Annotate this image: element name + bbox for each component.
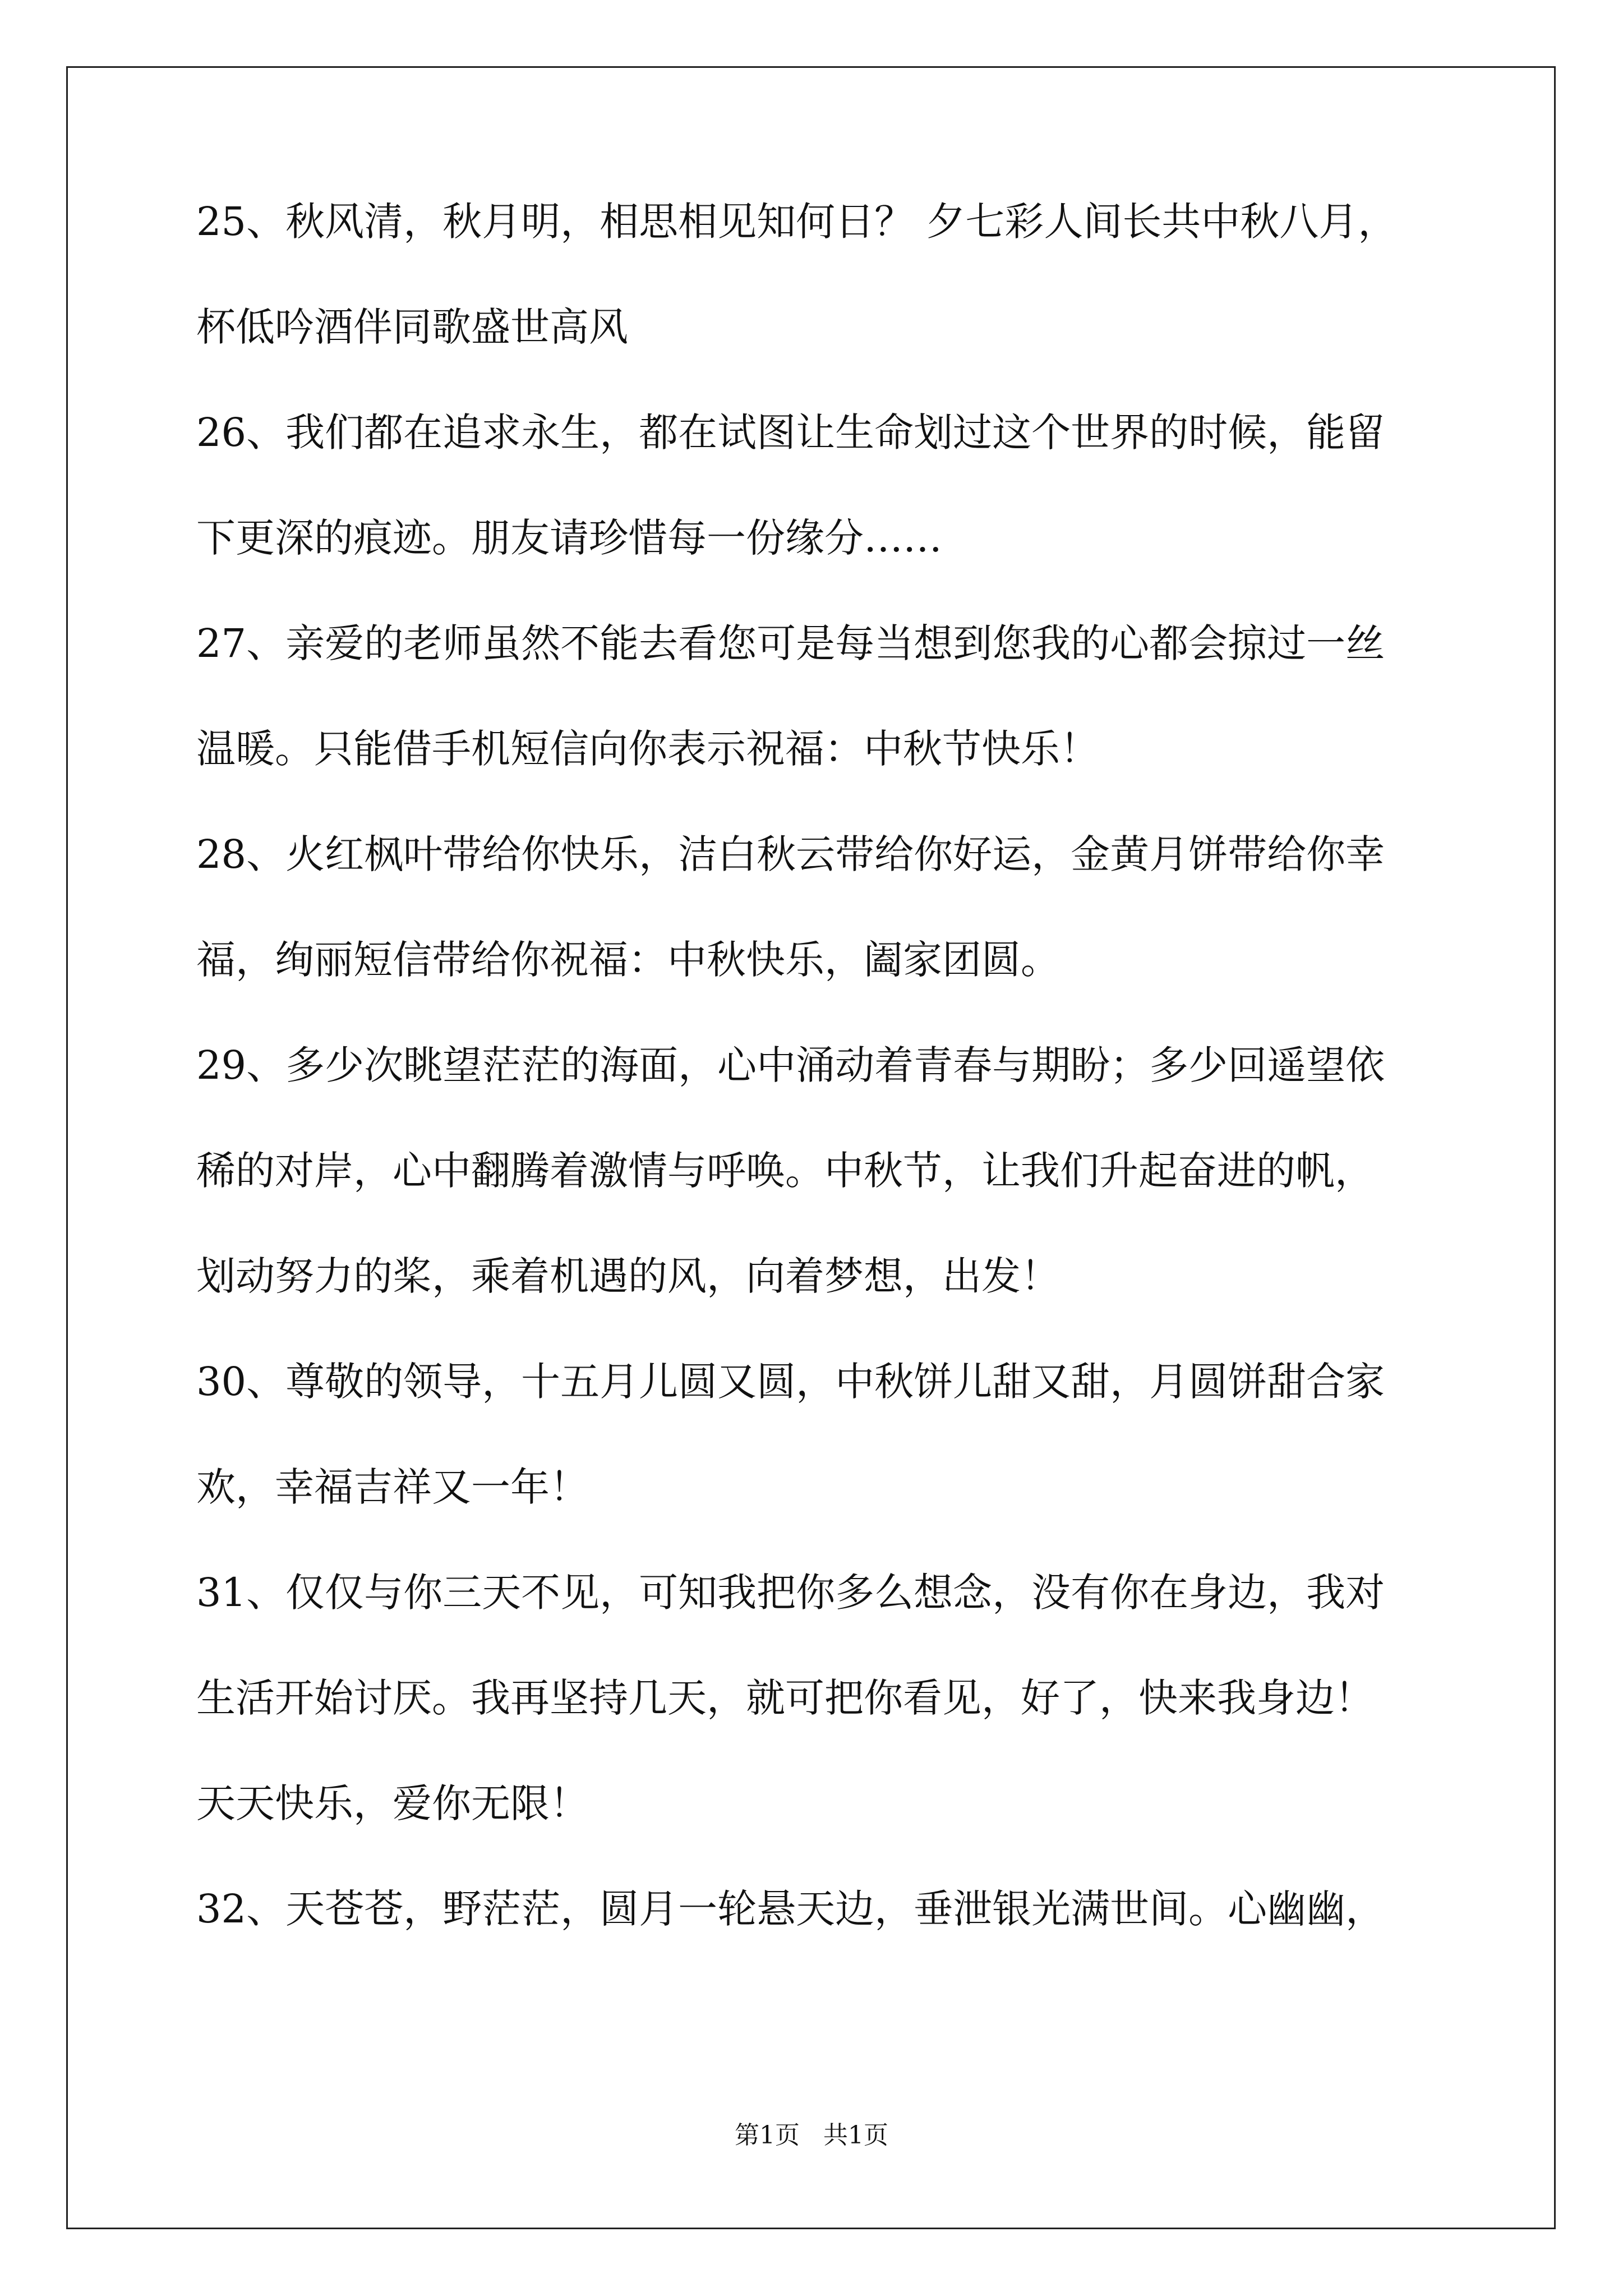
text-line: 下更深的痕迹。朋友请珍惜每一份缘分…… — [196, 515, 942, 561]
text-line: 26、我们都在追求永生，都在试图让生命划过这个世界的时候，能留 — [196, 409, 1385, 455]
text-line: 福，绚丽短信带给你祝福：中秋快乐，阖家团圆。 — [196, 937, 1060, 983]
page-footer: 第1页 共1页 — [735, 2121, 888, 2150]
text-line: 30、尊敬的领导，十五月儿圆又圆，中秋饼儿甜又甜，月圆饼甜合家 — [196, 1359, 1385, 1405]
text-line: 31、仅仅与你三天不见，可知我把你多么想念，没有你在身边，我对 — [196, 1570, 1385, 1616]
text-line: 稀的对岸，心中翻腾着激情与呼唤。中秋节，让我们升起奋进的帆， — [196, 1148, 1374, 1194]
text-line: 25、秋风清，秋月明，相思相见知何日？ 夕七彩人间长共中秋八月， — [196, 199, 1398, 245]
text-line: 28、火红枫叶带给你快乐，洁白秋云带给你好运，金黄月饼带给你幸 — [196, 831, 1385, 877]
text-line: 29、多少次眺望茫茫的海面，心中涌动着青春与期盼；多少回遥望依 — [196, 1042, 1385, 1088]
text-line: 温暖。只能借手机短信向你表示祝福：中秋节快乐！ — [196, 726, 1099, 772]
text-line: 天天快乐，爱你无限！ — [196, 1780, 589, 1826]
document-body — [196, 199, 1441, 1995]
text-line: 27、亲爱的老师虽然不能去看您可是每当想到您我的心都会掠过一丝 — [196, 620, 1385, 666]
text-line: 欢，幸福吉祥又一年！ — [196, 1464, 589, 1510]
text-line: 划动努力的桨，乘着机遇的风，向着梦想，出发！ — [196, 1253, 1060, 1299]
text-line: 生活开始讨厌。我再坚持几天，就可把你看见，好了，快来我身边！ — [196, 1675, 1374, 1721]
text-line: 杯低吟酒伴同歌盛世高风 — [196, 304, 628, 350]
text-line: 32、天苍苍，野茫茫，圆月一轮悬天边，垂泄银光满世间。心幽幽， — [196, 1886, 1385, 1932]
